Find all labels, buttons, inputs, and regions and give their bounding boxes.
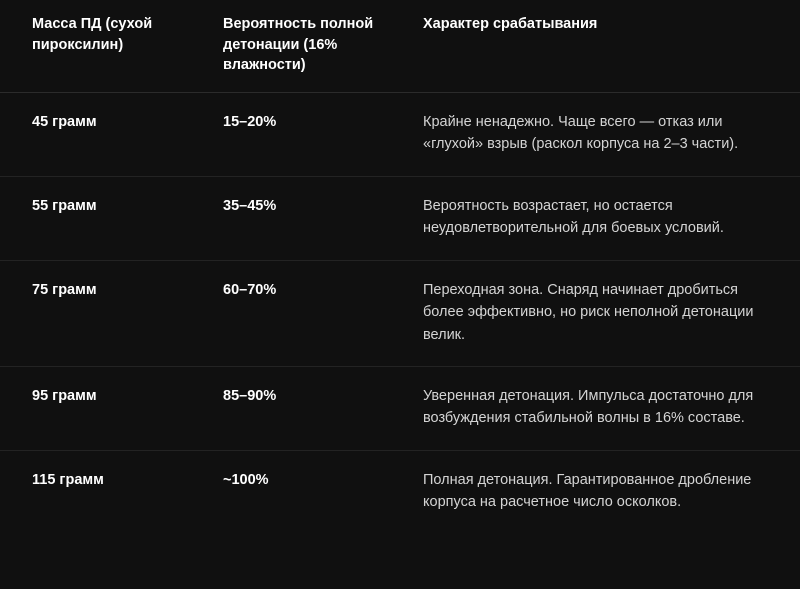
column-header-mass: Масса ПД (сухой пироксилин) [0,0,195,92]
table-row [0,92,800,176]
cell-mass: 55 грамм [0,176,195,260]
table-row [0,450,800,533]
cell-probability: 15–20% [195,92,395,176]
table-row [0,176,800,260]
column-header-character: Характер срабатывания [395,0,800,92]
table-row [0,260,800,366]
cell-description: Крайне ненадежно. Чаще всего — отказ или «глухой» взрыв (раскол корпуса на 2–3 части). [395,92,800,176]
cell-description: Уверенная детонация. Импульса достаточно для возбуждения стабильной волны в 16% составе. [395,367,800,451]
table-header-row [0,0,800,92]
cell-mass: 115 грамм [32,471,104,488]
cell-probability: 35–45% [195,176,395,260]
cell-description: Переходная зона. Снаряд начинает дробиться более эффективно, но риск неполной детонации велик. [395,260,800,366]
cell-mass: 95 грамм [0,367,195,451]
cell-probability: 60–70% [195,260,395,366]
table-row [0,367,800,451]
cell-description: Полная детонация. Гарантированное дробление корпуса на расчетное число осколков. [423,471,752,511]
column-header-probability: Вероятность полной детонации (16% влажности) [195,0,395,92]
table-body [0,92,800,534]
cell-description: Вероятность возрастает, но остается неудовлетворительной для боевых условий. [395,176,800,260]
cell-probability: 85–90% [195,367,395,451]
table-header [0,0,800,92]
cell-mass: 45 грамм [0,92,195,176]
cell-probability: ~100% [223,471,269,488]
cell-mass: 75 грамм [0,260,195,366]
